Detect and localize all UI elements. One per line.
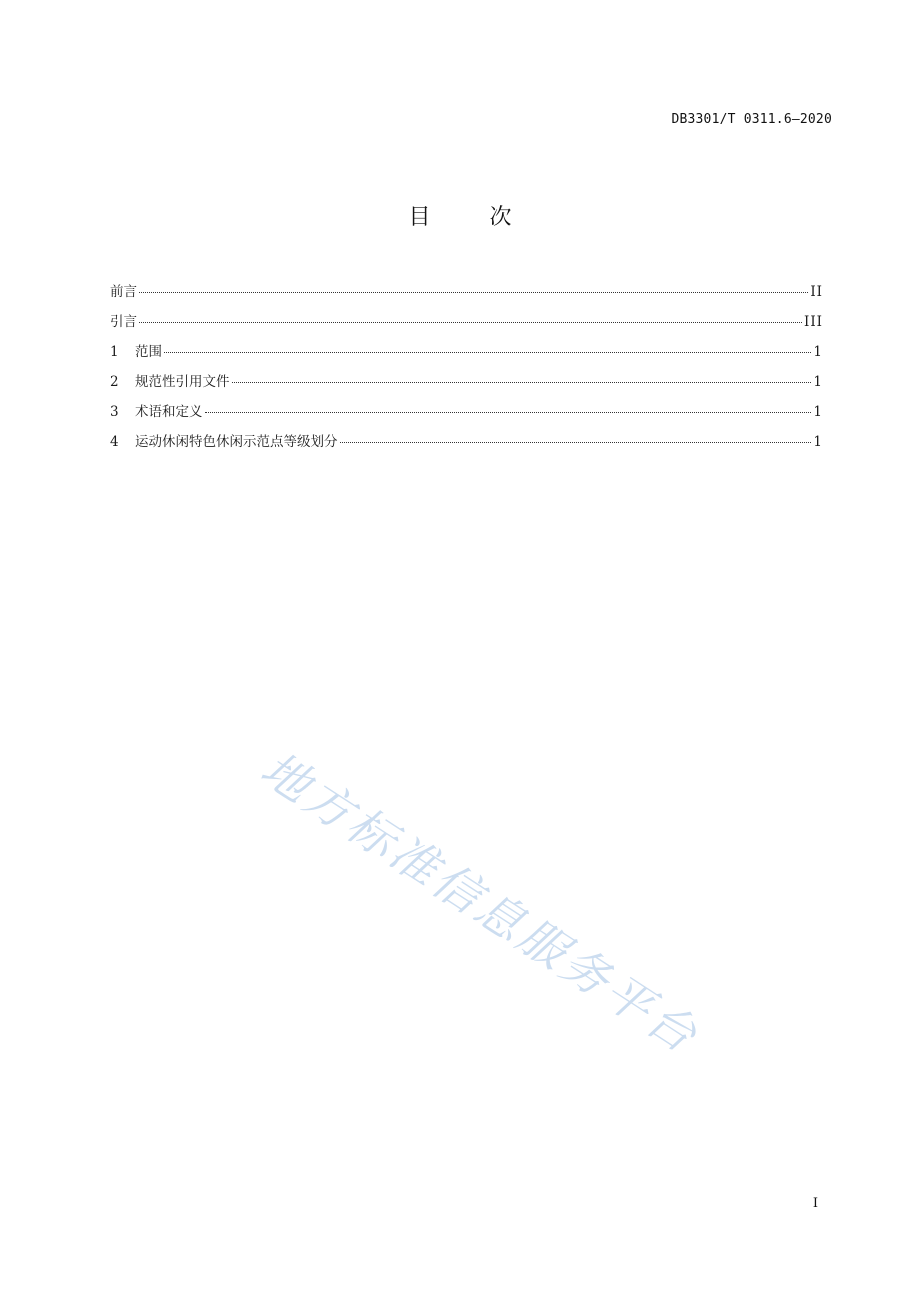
toc-entry-scope[interactable] — [110, 340, 823, 370]
toc-entry-label: 前言 — [110, 284, 137, 300]
watermark: 地方标准信息服务平台 — [250, 741, 709, 1066]
toc-entry-page: III — [804, 314, 823, 330]
toc-leader-dots — [205, 412, 812, 413]
toc-entry-number: 4 — [110, 434, 119, 450]
toc-entry-label: 运动休闲特色休闲示范点等级划分 — [135, 434, 338, 450]
toc-entry-page: 1 — [813, 404, 823, 420]
toc-title-char-2: 次 — [489, 205, 512, 230]
toc-entry-grade-classification[interactable] — [110, 430, 823, 460]
toc-leader-dots — [139, 292, 808, 293]
toc-entry-introduction[interactable] — [110, 310, 823, 340]
toc-entry-foreword[interactable] — [110, 280, 823, 310]
toc-entry-page: II — [810, 284, 823, 300]
toc-entry-label: 范围 — [135, 344, 162, 360]
toc-entry-number: 3 — [110, 404, 119, 420]
toc-leader-dots — [232, 382, 812, 383]
page-number: I — [812, 1196, 818, 1211]
toc-list — [110, 280, 823, 460]
standard-code: DB3301/T 0311.6—2020 — [671, 112, 832, 127]
toc-leader-dots — [164, 352, 811, 353]
toc-entry-number: 2 — [110, 374, 119, 390]
toc-entry-normative-references[interactable] — [110, 370, 823, 400]
toc-entry-page: 1 — [813, 374, 823, 390]
toc-entry-number: 1 — [110, 344, 119, 360]
toc-title-char-1: 目 — [408, 205, 431, 230]
toc-entry-page: 1 — [813, 344, 823, 360]
toc-leader-dots — [340, 442, 812, 443]
toc-entry-page: 1 — [813, 434, 823, 450]
toc-entry-terms-definitions[interactable] — [110, 400, 823, 430]
toc-entry-label: 引言 — [110, 314, 137, 330]
toc-entry-label: 术语和定义 — [135, 404, 203, 420]
toc-entry-label: 规范性引用文件 — [135, 374, 230, 390]
toc-title — [0, 200, 920, 231]
toc-leader-dots — [139, 322, 802, 323]
